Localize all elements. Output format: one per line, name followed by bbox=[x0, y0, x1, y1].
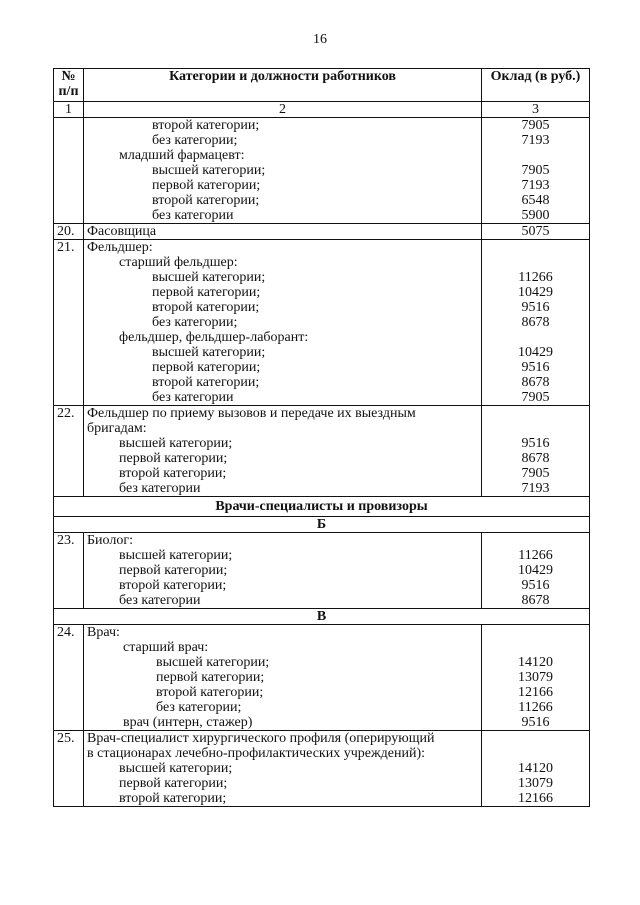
row-category: высшей категории; bbox=[84, 761, 482, 776]
salary-table bbox=[53, 68, 590, 807]
row-category: высшей категории; bbox=[84, 345, 482, 360]
row-number: 24. bbox=[54, 625, 84, 641]
row-category: второй категории; bbox=[84, 193, 482, 208]
row-number bbox=[54, 640, 84, 655]
page-number: 16 bbox=[313, 32, 327, 47]
row-number bbox=[54, 345, 84, 360]
table-row bbox=[54, 578, 590, 593]
row-number bbox=[54, 178, 84, 193]
row-category: высшей категории; bbox=[84, 548, 482, 563]
table-row bbox=[54, 655, 590, 670]
table-row bbox=[54, 625, 590, 641]
row-salary bbox=[482, 330, 590, 345]
column-number-3: 3 bbox=[482, 102, 590, 118]
row-category: в стационарах лечебно-профилактических учреждений): bbox=[84, 746, 482, 761]
row-number bbox=[54, 300, 84, 315]
row-salary: 8678 bbox=[482, 451, 590, 466]
row-salary: 10429 bbox=[482, 285, 590, 300]
row-category: Фельдшер по приему вызовов и передаче их выездным bbox=[84, 406, 482, 422]
row-number: 22. bbox=[54, 406, 84, 422]
table-row bbox=[54, 563, 590, 578]
row-category: Врач: bbox=[84, 625, 482, 641]
row-number bbox=[54, 776, 84, 791]
table-row bbox=[54, 593, 590, 609]
row-salary: 13079 bbox=[482, 776, 590, 791]
row-number bbox=[54, 593, 84, 609]
header-salary: Оклад (в руб.) bbox=[482, 69, 590, 102]
row-salary bbox=[482, 746, 590, 761]
row-category: без категории bbox=[84, 481, 482, 497]
row-number bbox=[54, 315, 84, 330]
row-number bbox=[54, 655, 84, 670]
row-number bbox=[54, 715, 84, 731]
table-row bbox=[54, 224, 590, 240]
table-row bbox=[54, 776, 590, 791]
table-row bbox=[54, 761, 590, 776]
column-numbers-row bbox=[54, 102, 590, 118]
row-salary bbox=[482, 731, 590, 747]
row-category: второй категории; bbox=[84, 118, 482, 134]
row-category: без категории; bbox=[84, 133, 482, 148]
row-number bbox=[54, 578, 84, 593]
row-category: высшей категории; bbox=[84, 436, 482, 451]
table-row bbox=[54, 360, 590, 375]
table-row bbox=[54, 421, 590, 436]
row-salary: 7193 bbox=[482, 178, 590, 193]
row-category: второй категории; bbox=[84, 791, 482, 807]
row-category: первой категории; bbox=[84, 776, 482, 791]
row-number bbox=[54, 563, 84, 578]
section-heading: Врачи-специалисты и провизоры bbox=[54, 497, 590, 517]
table-row bbox=[54, 791, 590, 807]
row-category: второй категории; bbox=[84, 300, 482, 315]
row-salary bbox=[482, 640, 590, 655]
letter-heading-row bbox=[54, 609, 590, 625]
table-row bbox=[54, 330, 590, 345]
row-salary: 8678 bbox=[482, 375, 590, 390]
row-salary: 10429 bbox=[482, 563, 590, 578]
row-salary: 5075 bbox=[482, 224, 590, 240]
row-salary: 14120 bbox=[482, 761, 590, 776]
table-row bbox=[54, 178, 590, 193]
row-salary bbox=[482, 533, 590, 549]
row-salary: 6548 bbox=[482, 193, 590, 208]
row-category: первой категории; bbox=[84, 451, 482, 466]
row-salary: 7193 bbox=[482, 133, 590, 148]
row-salary: 9516 bbox=[482, 436, 590, 451]
row-salary: 7905 bbox=[482, 163, 590, 178]
row-category: высшей категории; bbox=[84, 270, 482, 285]
row-salary: 9516 bbox=[482, 360, 590, 375]
header-category: Категории и должности работников bbox=[84, 69, 482, 102]
row-category: Биолог: bbox=[84, 533, 482, 549]
row-salary: 7193 bbox=[482, 481, 590, 497]
row-number bbox=[54, 118, 84, 134]
row-number bbox=[54, 436, 84, 451]
row-number bbox=[54, 193, 84, 208]
row-number bbox=[54, 163, 84, 178]
table-row bbox=[54, 208, 590, 224]
row-number bbox=[54, 670, 84, 685]
row-salary: 12166 bbox=[482, 791, 590, 807]
row-salary bbox=[482, 406, 590, 422]
row-category: старший фельдшер: bbox=[84, 255, 482, 270]
table-row bbox=[54, 746, 590, 761]
row-category: высшей категории; bbox=[84, 163, 482, 178]
row-number: 23. bbox=[54, 533, 84, 549]
row-category: младший фармацевт: bbox=[84, 148, 482, 163]
table-row bbox=[54, 436, 590, 451]
row-number bbox=[54, 746, 84, 761]
table-row bbox=[54, 548, 590, 563]
row-salary: 7905 bbox=[482, 390, 590, 406]
row-category: первой категории; bbox=[84, 360, 482, 375]
row-number bbox=[54, 375, 84, 390]
row-category: без категории bbox=[84, 390, 482, 406]
row-number bbox=[54, 451, 84, 466]
row-salary: 8678 bbox=[482, 593, 590, 609]
row-number bbox=[54, 421, 84, 436]
row-category: врач (интерн, стажер) bbox=[84, 715, 482, 731]
row-category: первой категории; bbox=[84, 670, 482, 685]
header-number: № п/п bbox=[54, 69, 84, 102]
table-body bbox=[54, 118, 590, 807]
letter-heading: В bbox=[54, 609, 590, 625]
row-category: старший врач: bbox=[84, 640, 482, 655]
row-number bbox=[54, 148, 84, 163]
row-category: Врач-специалист хирургического профиля (оперирующий bbox=[84, 731, 482, 747]
table-row bbox=[54, 270, 590, 285]
table-row bbox=[54, 390, 590, 406]
row-number: 25. bbox=[54, 731, 84, 747]
row-category: Фасовщица bbox=[84, 224, 482, 240]
column-number-2: 2 bbox=[84, 102, 482, 118]
row-category: без категории bbox=[84, 208, 482, 224]
row-number bbox=[54, 285, 84, 300]
table-row bbox=[54, 670, 590, 685]
table-row bbox=[54, 193, 590, 208]
row-salary bbox=[482, 625, 590, 641]
table-row bbox=[54, 148, 590, 163]
row-salary: 7905 bbox=[482, 118, 590, 134]
row-category: второй категории; bbox=[84, 375, 482, 390]
table-row bbox=[54, 715, 590, 731]
row-salary bbox=[482, 421, 590, 436]
table-row bbox=[54, 345, 590, 360]
table-row bbox=[54, 640, 590, 655]
row-number bbox=[54, 466, 84, 481]
table-row bbox=[54, 481, 590, 497]
row-category: второй категории; bbox=[84, 685, 482, 700]
table-row bbox=[54, 285, 590, 300]
row-category: первой категории; bbox=[84, 285, 482, 300]
row-salary: 5900 bbox=[482, 208, 590, 224]
section-heading-row bbox=[54, 497, 590, 517]
row-salary: 12166 bbox=[482, 685, 590, 700]
table-row bbox=[54, 240, 590, 256]
row-salary: 9516 bbox=[482, 300, 590, 315]
row-number bbox=[54, 791, 84, 807]
row-salary: 9516 bbox=[482, 578, 590, 593]
table-row bbox=[54, 685, 590, 700]
row-category: бригадам: bbox=[84, 421, 482, 436]
table-row bbox=[54, 133, 590, 148]
row-category: высшей категории; bbox=[84, 655, 482, 670]
column-number-1: 1 bbox=[54, 102, 84, 118]
table-row bbox=[54, 731, 590, 747]
row-number: 21. bbox=[54, 240, 84, 256]
row-salary bbox=[482, 148, 590, 163]
table-row bbox=[54, 163, 590, 178]
table-row bbox=[54, 466, 590, 481]
row-salary: 8678 bbox=[482, 315, 590, 330]
row-number: 20. bbox=[54, 224, 84, 240]
table-row bbox=[54, 451, 590, 466]
table-row bbox=[54, 700, 590, 715]
row-salary: 11266 bbox=[482, 270, 590, 285]
row-salary bbox=[482, 240, 590, 256]
row-number bbox=[54, 360, 84, 375]
row-number bbox=[54, 548, 84, 563]
row-number bbox=[54, 330, 84, 345]
row-category: первой категории; bbox=[84, 178, 482, 193]
table-header-row bbox=[54, 69, 590, 102]
table-row bbox=[54, 375, 590, 390]
row-number bbox=[54, 685, 84, 700]
row-number bbox=[54, 481, 84, 497]
row-number bbox=[54, 270, 84, 285]
row-category: первой категории; bbox=[84, 563, 482, 578]
row-category: второй категории; bbox=[84, 578, 482, 593]
table-row bbox=[54, 406, 590, 422]
table-row bbox=[54, 315, 590, 330]
row-number bbox=[54, 208, 84, 224]
letter-heading: Б bbox=[54, 517, 590, 533]
row-category: Фельдшер: bbox=[84, 240, 482, 256]
row-number bbox=[54, 390, 84, 406]
table-row bbox=[54, 300, 590, 315]
row-category: без категории; bbox=[84, 700, 482, 715]
row-number bbox=[54, 700, 84, 715]
row-number bbox=[54, 133, 84, 148]
row-salary: 9516 bbox=[482, 715, 590, 731]
row-salary: 11266 bbox=[482, 548, 590, 563]
row-salary: 7905 bbox=[482, 466, 590, 481]
letter-heading-row bbox=[54, 517, 590, 533]
table-row bbox=[54, 255, 590, 270]
row-salary: 14120 bbox=[482, 655, 590, 670]
row-salary: 11266 bbox=[482, 700, 590, 715]
row-category: второй категории; bbox=[84, 466, 482, 481]
table-row bbox=[54, 118, 590, 134]
table-row bbox=[54, 533, 590, 549]
row-salary: 10429 bbox=[482, 345, 590, 360]
row-salary: 13079 bbox=[482, 670, 590, 685]
row-category: фельдшер, фельдшер-лаборант: bbox=[84, 330, 482, 345]
row-category: без категории; bbox=[84, 315, 482, 330]
row-salary bbox=[482, 255, 590, 270]
row-number bbox=[54, 255, 84, 270]
row-category: без категории bbox=[84, 593, 482, 609]
row-number bbox=[54, 761, 84, 776]
